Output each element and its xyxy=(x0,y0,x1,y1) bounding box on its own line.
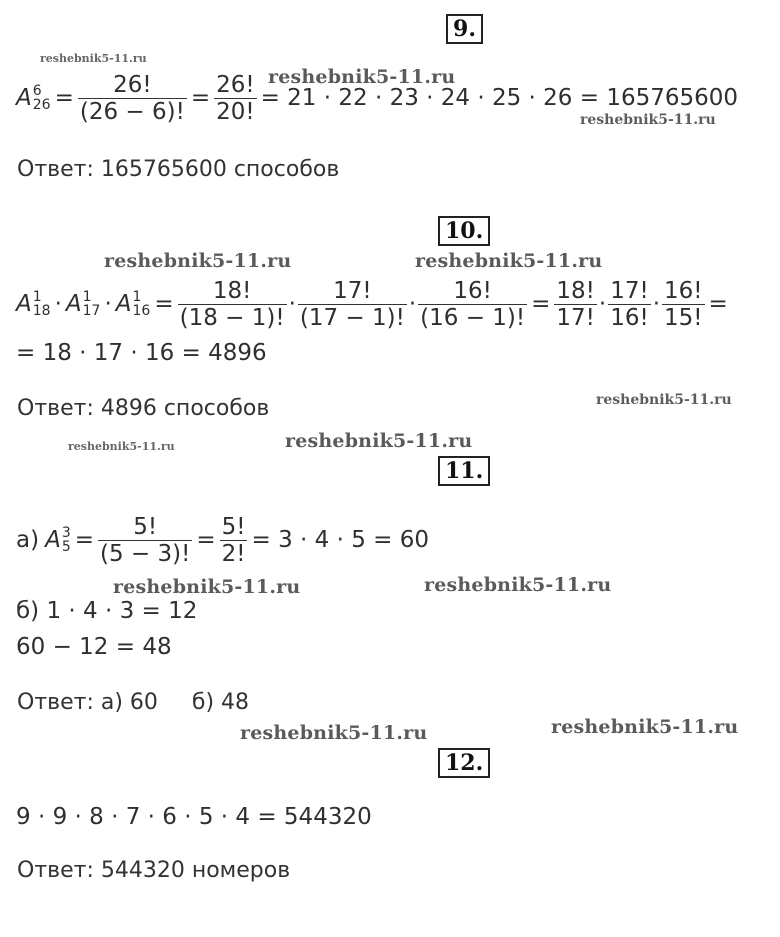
formula-9: A 6 26 = $\frac{26!}{(26 - 6)!}$ = $\frac{26!}{20!}$ = 21 · 22 · 23 · 24 · 25 · 26 = 165765600 xyxy=(16,71,739,125)
problem-number-10: 10. xyxy=(438,216,490,246)
watermark: reshebnik5-11.ru xyxy=(285,430,473,452)
watermark: reshebnik5-11.ru xyxy=(40,52,147,65)
watermark: reshebnik5-11.ru xyxy=(415,250,603,272)
answer-9: Ответ: 165765600 способов xyxy=(17,157,340,182)
answer-10: Ответ: 4896 способов xyxy=(17,396,270,421)
watermark: reshebnik5-11.ru xyxy=(240,722,428,744)
watermark: reshebnik5-11.ru xyxy=(68,440,175,453)
formula-10-line2: = 18 · 17 · 16 = 4896 xyxy=(16,340,267,366)
watermark: reshebnik5-11.ru xyxy=(104,250,292,272)
watermark: reshebnik5-11.ru xyxy=(596,392,732,408)
problem-number-11: 11. xyxy=(438,456,490,486)
problem-number-9: 9. xyxy=(446,14,483,44)
formula-11b: б) 1 · 4 · 3 = 12 xyxy=(16,598,198,624)
watermark: reshebnik5-11.ru xyxy=(424,574,612,596)
watermark: reshebnik5-11.ru xyxy=(268,66,456,88)
formula-12: 9 · 9 · 8 · 7 · 6 · 5 · 4 = 544320 xyxy=(16,804,372,830)
formula-11a: а) A 3 5 = $\frac{5!}{(5 - 3)!}$ = $\frac{5!}{2!}$ = 3 · 4 · 5 = 60 xyxy=(16,513,429,567)
formula-11-diff: 60 − 12 = 48 xyxy=(16,634,172,660)
watermark: reshebnik5-11.ru xyxy=(551,716,739,738)
answer-12: Ответ: 544320 номеров xyxy=(17,858,291,883)
watermark: reshebnik5-11.ru xyxy=(113,576,301,598)
formula-10: A 1 18 · A 1 17 · A 1 16 = $\frac{18!}{(18 - 1)!}$ · $\frac{17!}{(17 - 1)!}$ · $\frac{16!}{(16 - 1)!}$ = $\frac{18!}{17!}$ · $\frac{17!}{16!}$ · $\frac{16!}{15!}$ = xyxy=(16,277,728,331)
watermark: reshebnik5-11.ru xyxy=(580,112,716,128)
answer-11: Ответ: а) 60 б) 48 xyxy=(17,690,250,715)
problem-number-12: 12. xyxy=(438,748,490,778)
